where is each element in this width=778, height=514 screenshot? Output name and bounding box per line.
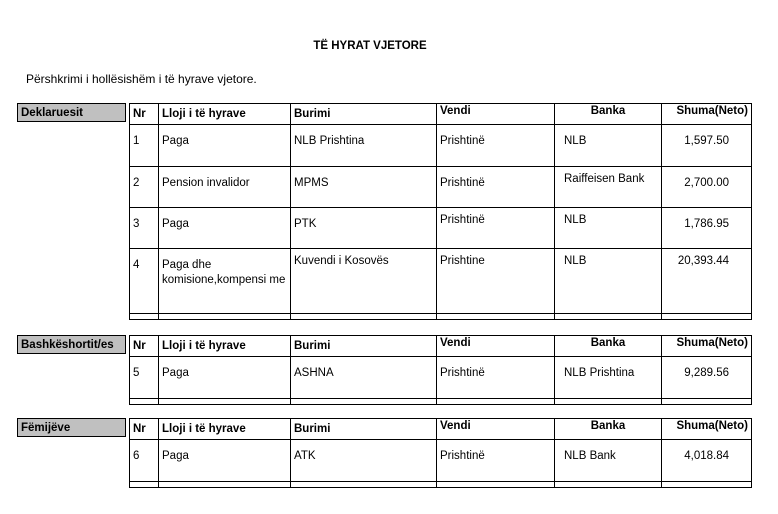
income-table-bashkeshortit: [129, 335, 752, 405]
col-header-banka: Banka: [555, 419, 662, 440]
document-title: TË HYRAT VJETORE: [313, 40, 427, 52]
cell-banka: NLB Bank: [555, 440, 662, 482]
document-subtitle: Përshkrimi i hollësishëm i të hyrave vjetore.: [26, 72, 257, 86]
cell-nr: 6: [130, 440, 159, 482]
cell-lloji: Paga: [159, 208, 291, 249]
col-header-burimi: Burimi: [291, 336, 437, 357]
col-header-shuma: Shuma(Neto): [662, 419, 752, 440]
section-label-deklaruesit: Deklaruesit: [17, 103, 126, 122]
col-header-nr: Nr: [130, 419, 159, 440]
table-row: [130, 125, 752, 167]
cell-shuma: 1,786.95: [662, 208, 752, 249]
col-header-vendi: Vendi: [437, 336, 555, 357]
table-row: [130, 357, 752, 399]
table-header-row: [130, 336, 752, 357]
cell-lloji: Paga dhe komisione,kompensi me: [159, 249, 291, 314]
cell-shuma: 20,393.44: [662, 249, 752, 314]
table-header-row: [130, 419, 752, 440]
cell-nr: 1: [130, 125, 159, 167]
cell-burimi: ASHNA: [291, 357, 437, 399]
cell-banka: NLB: [555, 208, 662, 249]
cell-nr: 2: [130, 167, 159, 208]
table-header-row: [130, 104, 752, 125]
cell-shuma: 1,597.50: [662, 125, 752, 167]
col-header-banka: Banka: [555, 104, 662, 125]
col-header-vendi: Vendi: [437, 419, 555, 440]
section-label-bashkeshortit: Bashkëshortit/es: [17, 335, 126, 354]
cell-vendi: Prishtinë: [437, 125, 555, 167]
cell-vendi: Prishtinë: [437, 208, 555, 249]
cell-shuma: 4,018.84: [662, 440, 752, 482]
col-header-burimi: Burimi: [291, 419, 437, 440]
section-label-femijeve: Fëmijëve: [17, 418, 126, 437]
cell-vendi: Prishtinë: [437, 357, 555, 399]
cell-vendi: Prishtinë: [437, 167, 555, 208]
cell-lloji: Paga: [159, 125, 291, 167]
cell-burimi: Kuvendi i Kosovës: [291, 249, 437, 314]
table-footer-row: [130, 314, 752, 320]
col-header-banka: Banka: [555, 336, 662, 357]
cell-shuma: 9,289.56: [662, 357, 752, 399]
col-header-shuma: Shuma(Neto): [662, 104, 752, 125]
cell-nr: 3: [130, 208, 159, 249]
cell-vendi: Prishtine: [437, 249, 555, 314]
col-header-lloji: Lloji i të hyrave: [159, 104, 291, 125]
cell-burimi: NLB Prishtina: [291, 125, 437, 167]
col-header-lloji: Lloji i të hyrave: [159, 336, 291, 357]
cell-shuma: 2,700.00: [662, 167, 752, 208]
cell-banka: NLB: [555, 125, 662, 167]
table-footer-row: [130, 399, 752, 405]
col-header-vendi: Vendi: [437, 104, 555, 125]
table-footer-row: [130, 482, 752, 488]
cell-nr: 5: [130, 357, 159, 399]
cell-nr: 4: [130, 249, 159, 314]
cell-vendi: Prishtinë: [437, 440, 555, 482]
cell-lloji: Paga: [159, 357, 291, 399]
col-header-lloji: Lloji i të hyrave: [159, 419, 291, 440]
col-header-nr: Nr: [130, 336, 159, 357]
cell-banka: NLB: [555, 249, 662, 314]
table-row: [130, 440, 752, 482]
col-header-shuma: Shuma(Neto): [662, 336, 752, 357]
cell-burimi: PTK: [291, 208, 437, 249]
col-header-burimi: Burimi: [291, 104, 437, 125]
cell-banka: NLB Prishtina: [555, 357, 662, 399]
cell-banka: Raiffeisen Bank: [555, 167, 662, 208]
table-row: [130, 208, 752, 249]
col-header-nr: Nr: [130, 104, 159, 125]
cell-burimi: MPMS: [291, 167, 437, 208]
income-table-femijeve: [129, 418, 752, 488]
income-table-deklaruesit: [129, 103, 752, 320]
table-row: [130, 249, 752, 314]
table-row: [130, 167, 752, 208]
cell-lloji: Pension invalidor: [159, 167, 291, 208]
cell-burimi: ATK: [291, 440, 437, 482]
cell-lloji: Paga: [159, 440, 291, 482]
